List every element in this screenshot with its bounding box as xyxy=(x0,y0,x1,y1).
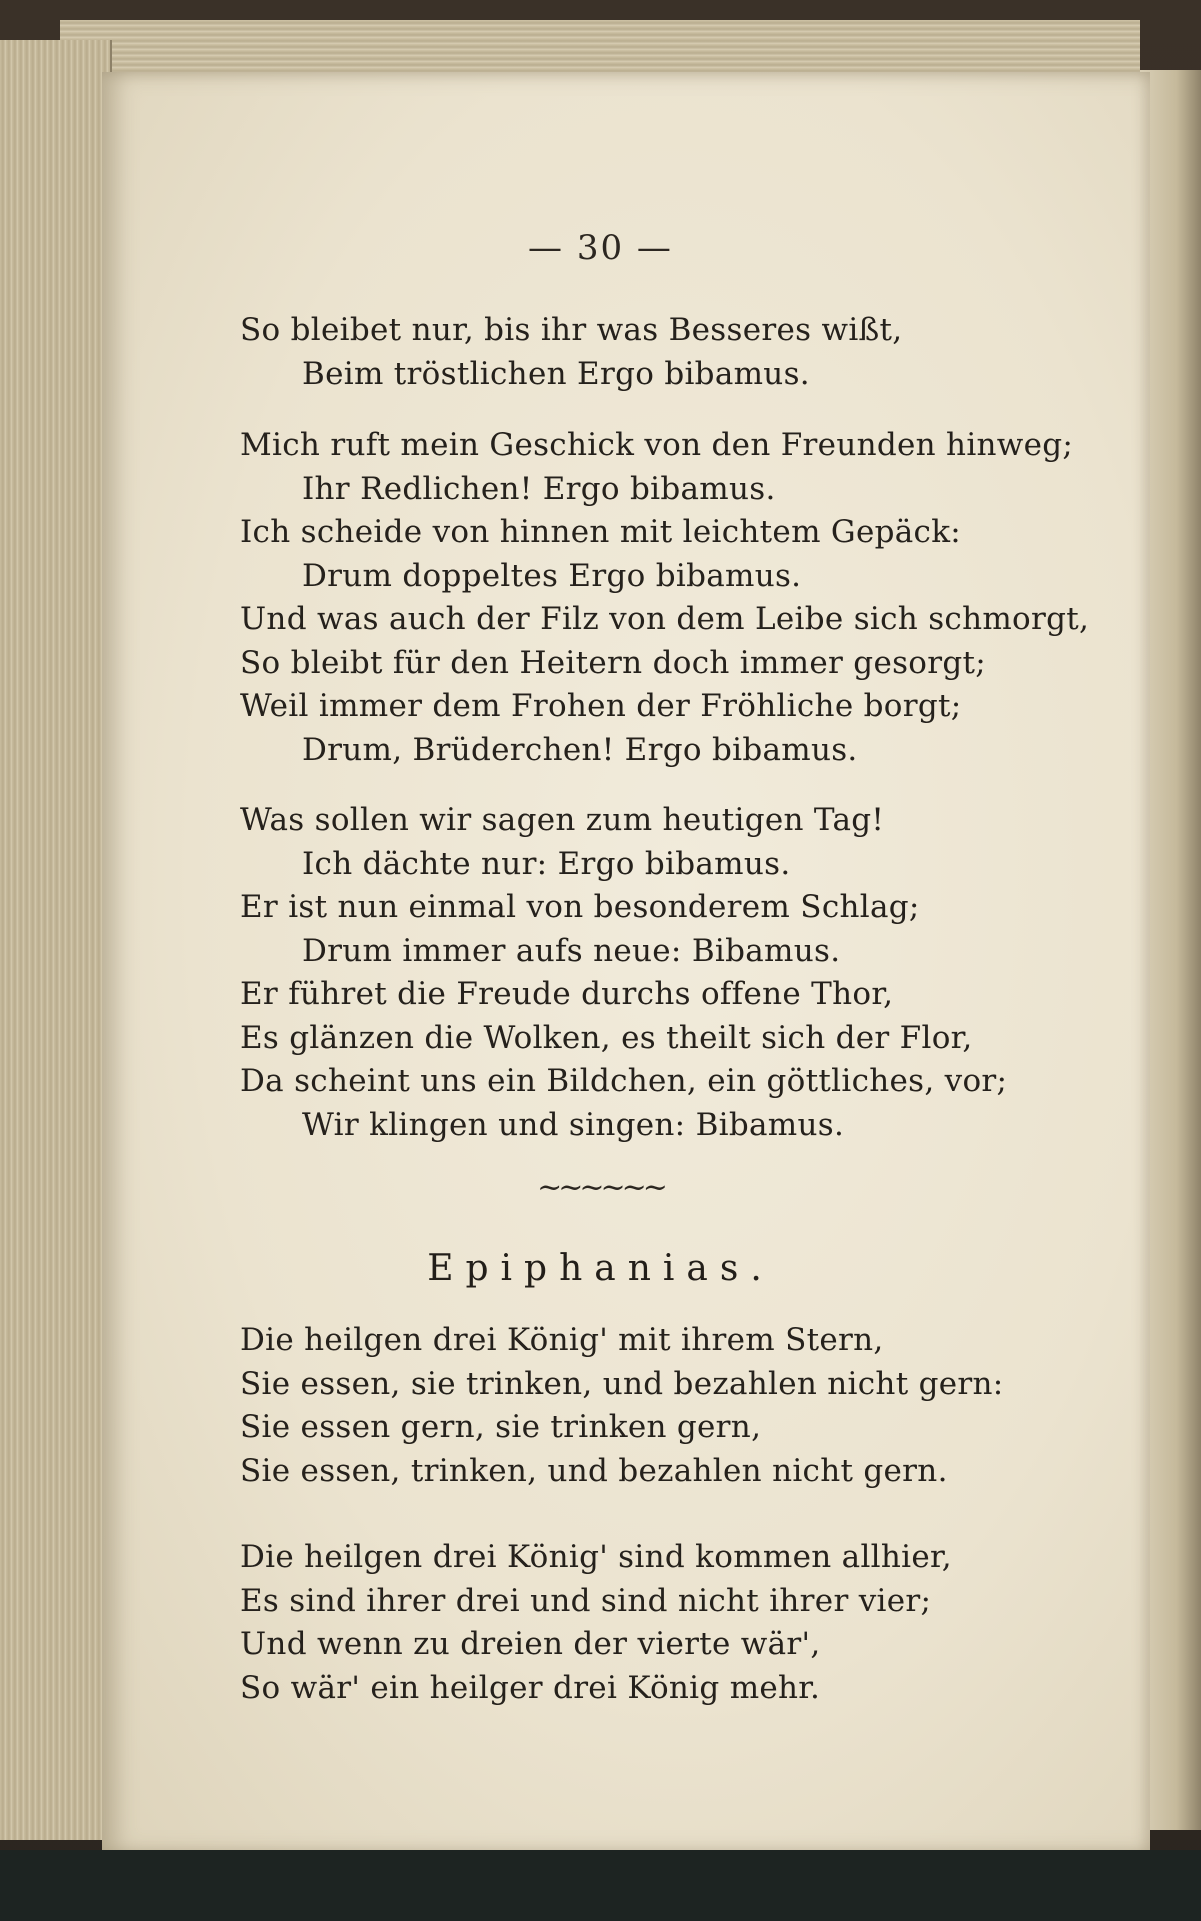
poem-line: Mich ruft mein Geschick von den Freunden hinweg; xyxy=(240,427,1074,463)
poem-line: Wir klingen und singen: Bibamus. xyxy=(302,1106,845,1143)
poem-line: So bleibet nur, bis ihr was Besseres wißt, xyxy=(240,312,903,348)
poem-line: Ich scheide von hinnen mit leichtem Gepäck: xyxy=(240,514,962,550)
poem-line: Drum doppeltes Ergo bibamus. xyxy=(302,557,802,594)
poem-line: Weil immer dem Frohen der Fröhliche borgt; xyxy=(240,688,962,724)
poem-line: Sie essen gern, sie trinken gern, xyxy=(240,1409,762,1445)
ornament-divider: ~~~~~~ xyxy=(537,1170,664,1205)
book-edge-left xyxy=(0,40,112,1840)
poem-line: Er ist nun einmal von besonderem Schlag; xyxy=(240,889,920,925)
poem-line: Es glänzen die Wolken, es theilt sich der Flor, xyxy=(240,1019,973,1056)
poem-line: Sie essen, sie trinken, und bezahlen nicht gern: xyxy=(240,1365,1004,1402)
poem-line: Was sollen wir sagen zum heutigen Tag! xyxy=(240,802,885,838)
poem-line: Er führet die Freude durchs offene Thor, xyxy=(240,976,894,1012)
poem-line: Ihr Redlichen! Ergo bibamus. xyxy=(302,470,776,507)
poem-line: Und was auch der Filz von dem Leibe sich schmorgt, xyxy=(240,601,1090,637)
poem-line: So wär' ein heilger drei König mehr. xyxy=(240,1669,821,1706)
poem-line: Drum, Brüderchen! Ergo bibamus. xyxy=(302,731,858,768)
scan-bottom-band xyxy=(0,1850,1201,1921)
book-edge-top xyxy=(60,20,1140,75)
poem-line: Drum immer aufs neue: Bibamus. xyxy=(302,932,841,969)
page-number: — 30 — xyxy=(528,228,673,268)
section-title: Epiphanias. xyxy=(427,1248,774,1289)
poem-line: Beim tröstlichen Ergo bibamus. xyxy=(302,355,810,392)
poem-line: Ich dächte nur: Ergo bibamus. xyxy=(302,845,791,882)
poem-line: Da scheint uns ein Bildchen, ein göttliches, vor; xyxy=(240,1063,1008,1099)
poem-line: Und wenn zu dreien der vierte wär', xyxy=(240,1626,821,1662)
poem-line: Sie essen, trinken, und bezahlen nicht gern. xyxy=(240,1452,948,1489)
poem-line: Es sind ihrer drei und sind nicht ihrer vier; xyxy=(240,1582,932,1619)
poem-line: So bleibt für den Heitern doch immer gesorgt; xyxy=(240,644,987,681)
poem-line: Die heilgen drei König' mit ihrem Stern, xyxy=(240,1322,884,1358)
poem-line: Die heilgen drei König' sind kommen allhier, xyxy=(240,1539,952,1575)
